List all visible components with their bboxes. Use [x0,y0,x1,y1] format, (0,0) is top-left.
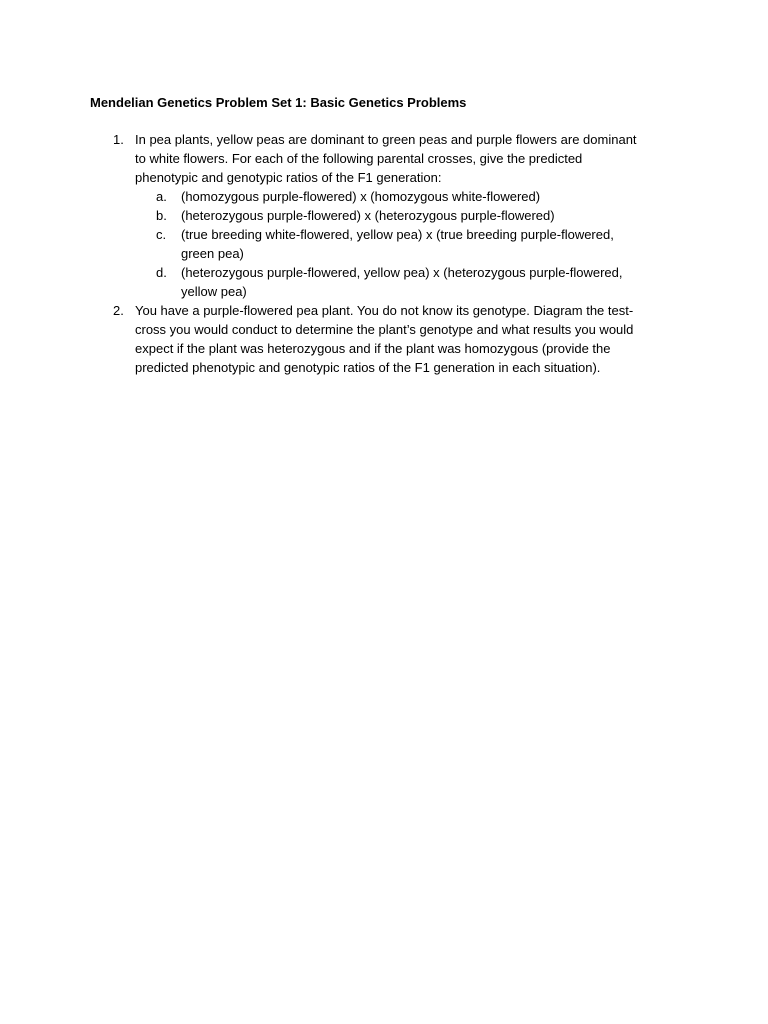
question-1-item-b [156,206,693,225]
item-text-line: green pea) [181,246,244,261]
question-1-item-c [156,225,693,263]
item-text-line: (true breeding white-flowered, yellow pea) x (true breeding purple-flowered, [181,227,614,242]
item-letter: d. [156,265,167,280]
question-1-text-line: phenotypic and genotypic ratios of the F1 generation: [135,170,442,185]
question-1 [113,130,693,301]
item-letter: b. [156,208,167,223]
item-text-line: (homozygous purple-flowered) x (homozygous white-flowered) [181,189,541,204]
question-1-item-d [156,263,693,301]
question-1-text-line: In pea plants, yellow peas are dominant to green peas and purple flowers are dominant [135,132,637,147]
question-2-number: 2. [113,303,124,318]
item-text-line: (heterozygous purple-flowered) x (heterozygous purple-flowered) [181,208,555,223]
question-1-item-a [156,187,693,206]
question-1-text-line: to white flowers. For each of the following parental crosses, give the predicted [135,151,583,166]
question-1-number: 1. [113,132,124,147]
question-2-text-line: cross you would conduct to determine the plant’s genotype and what results you would [135,322,634,337]
item-letter: a. [156,189,167,204]
question-2 [113,301,693,377]
document-title: Mendelian Genetics Problem Set 1: Basic Genetics Problems [90,95,467,110]
question-2-text-line: expect if the plant was heterozygous and if the plant was homozygous (provide the [135,341,611,356]
item-text-line: (heterozygous purple-flowered, yellow pea) x (heterozygous purple-flowered, [181,265,623,280]
item-letter: c. [156,227,167,242]
question-2-text-line: You have a purple-flowered pea plant. You do not know its genotype. Diagram the test- [135,303,634,318]
question-2-text-line: predicted phenotypic and genotypic ratios of the F1 generation in each situation). [135,360,601,375]
item-text-line: yellow pea) [181,284,247,299]
